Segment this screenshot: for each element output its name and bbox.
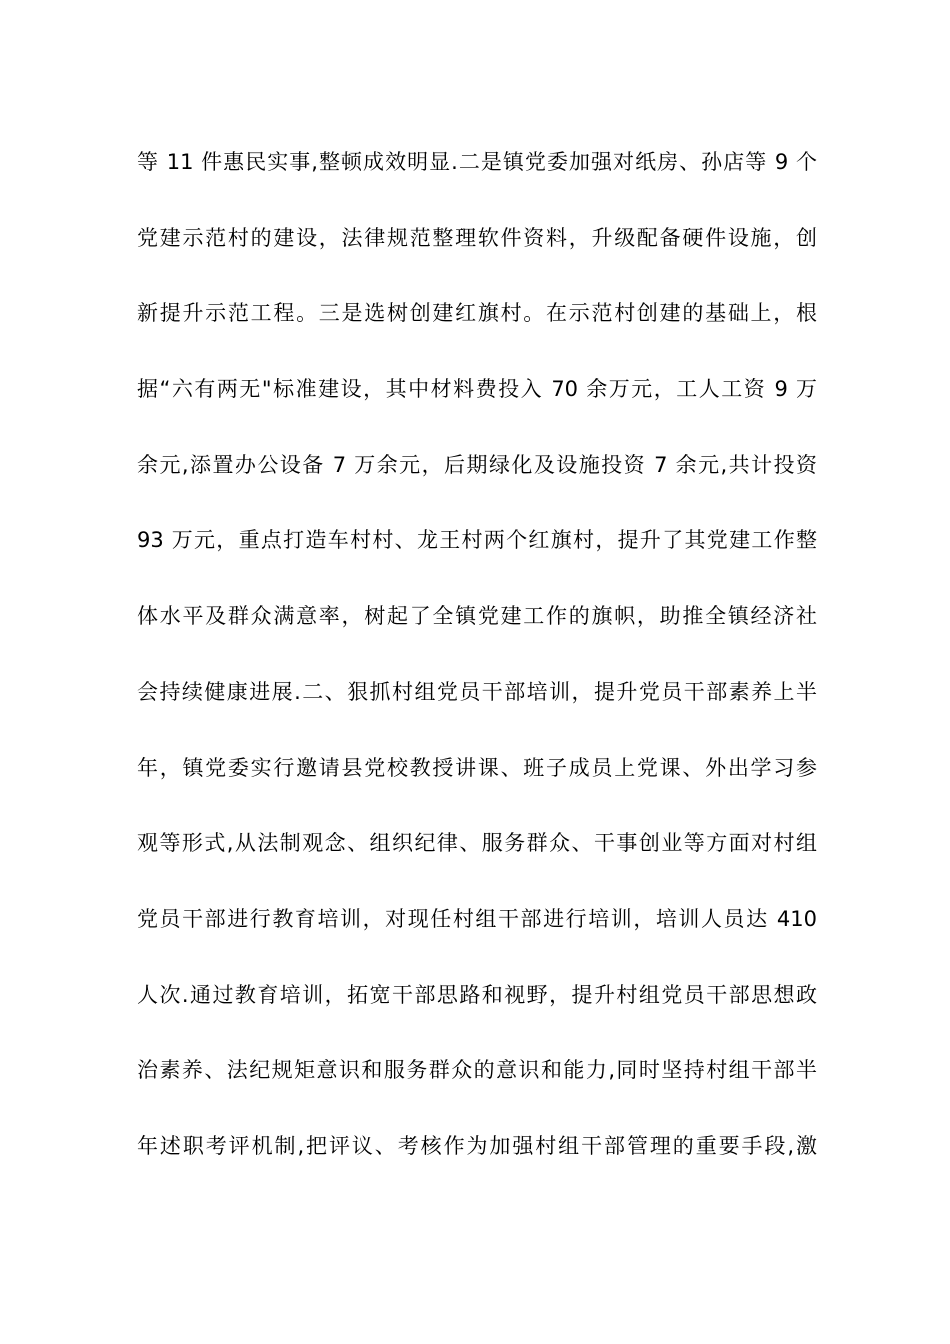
text-line-3: 新提升示范工程。三是选树创建红旗村。在示范村创建的基础上，根	[137, 301, 817, 326]
text-line-12: 人次.通过教育培训，拓宽干部思路和视野，提升村组党员干部思想政	[137, 982, 817, 1007]
text-line-7: 体水平及群众满意率，树起了全镇党建工作的旗帜，助推全镇经济社	[137, 604, 817, 629]
text-line-8: 会持续健康进展.二、狠抓村组党员干部培训，提升党员干部素养上半	[137, 679, 817, 704]
body-paragraph	[137, 140, 817, 1200]
text-line-1: 等 11 件惠民实事,整顿成效明显.二是镇党委加强对纸房、孙店等 9 个	[137, 150, 817, 174]
text-line-5: 余元,添置办公设备 7 万余元，后期绿化及设施投资 7 余元,共计投资	[137, 452, 817, 477]
text-line-14: 年述职考评机制,把评议、考核作为加强村组干部管理的重要手段,激	[137, 1133, 817, 1158]
text-line-11: 党员干部进行教育培训，对现任村组干部进行培训，培训人员达 410	[137, 906, 817, 931]
text-line-4: 据“六有两无"标准建设，其中材料费投入 70 余万元，工人工资 9 万	[137, 377, 817, 402]
text-line-10: 观等形式,从法制观念、组织纪律、服务群众、干事创业等方面对村组	[137, 831, 817, 856]
text-line-6: 93 万元，重点打造车村村、龙王村两个红旗村，提升了其党建工作整	[137, 528, 817, 553]
text-line-13: 治素养、法纪规矩意识和服务群众的意识和能力,同时坚持村组干部半	[137, 1058, 817, 1083]
text-line-9: 年，镇党委实行邀请县党校教授讲课、班子成员上党课、外出学习参	[137, 755, 817, 780]
text-line-2: 党建示范村的建设，法律规范整理软件资料，升级配备硬件设施，创	[137, 225, 817, 250]
